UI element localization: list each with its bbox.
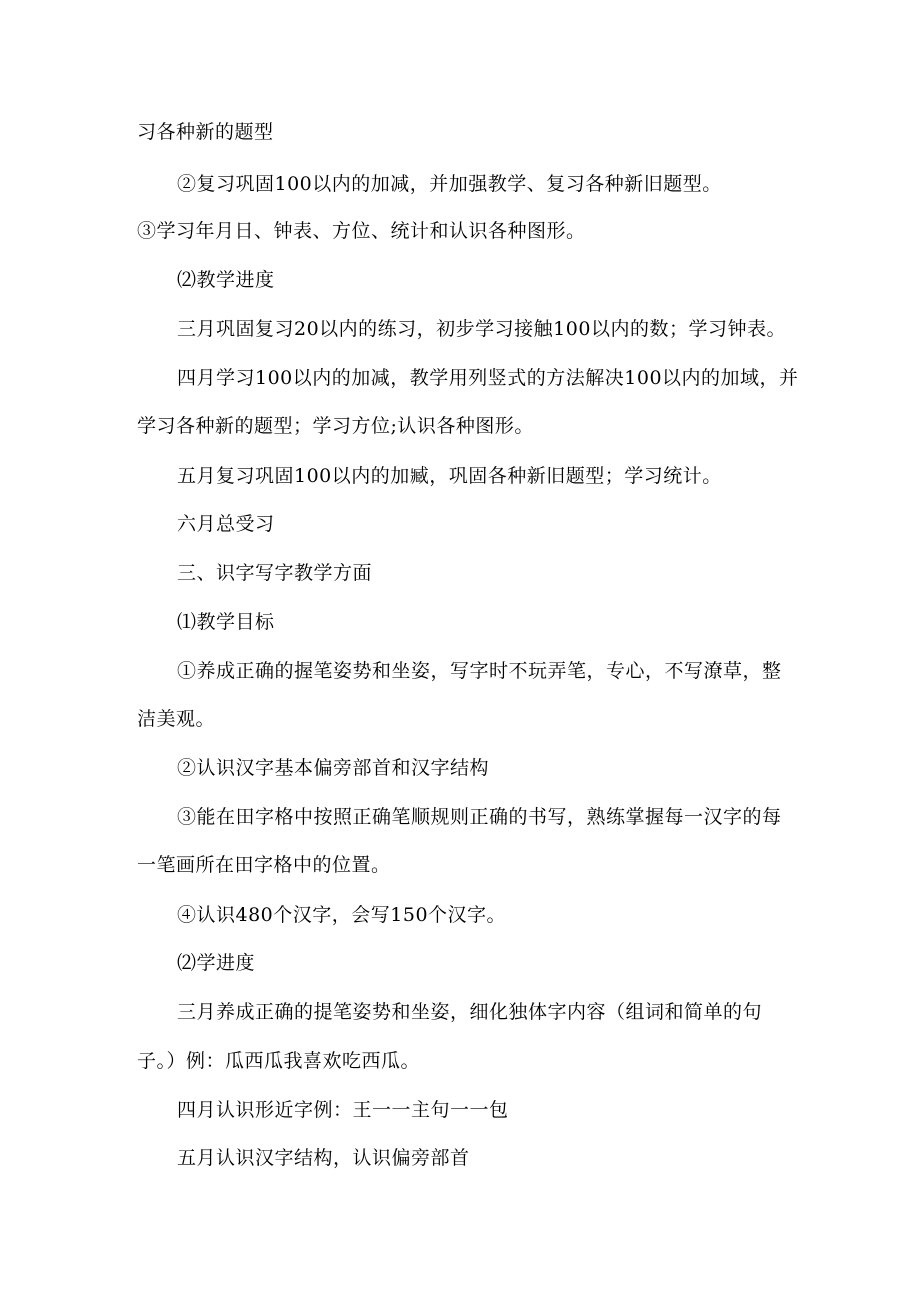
text-line: 三月巩固复习20以内的练习，初步学习接触100以内的数；学习钟表。 <box>177 318 786 340</box>
text-line: 一笔画所在田字格中的位置。 <box>137 854 391 876</box>
text-line: 习各种新的题型 <box>137 121 274 143</box>
text-line: 洁美观。 <box>137 708 216 730</box>
text-line: 五月复习巩固100以内的加臧，巩固各种新旧题型；学习统计。 <box>177 465 722 487</box>
text-line: 四月学习100以内的加减，教学用列竖式的方法解决100以内的加域，并 <box>177 367 799 389</box>
text-line: 四月认识形近字例：王一一主句一一包 <box>177 1099 509 1121</box>
text-line: 六月总受习 <box>177 513 275 535</box>
text-line: 学习各种新的题型；学习方位;认识各种图形。 <box>137 415 534 437</box>
text-line: ②认识汉字基本偏旁部首和汉字结构 <box>177 757 490 779</box>
text-line: 三、识字写字教学方面 <box>177 562 373 584</box>
text-line: 五月认识汉字结构，认识偏旁部首 <box>177 1147 470 1169</box>
text-line: ④认识480个汉字，会写150个汉字。 <box>177 904 507 926</box>
text-line: 子。）例：瓜西瓜我喜欢吃西瓜。 <box>137 1050 421 1072</box>
text-line: 三月养成正确的提笔姿势和坐姿，细化独体字内容（组词和简单的句 <box>177 1001 763 1023</box>
text-line: ⑵学进度 <box>177 952 256 974</box>
text-line: ⑵教学进度 <box>177 269 275 291</box>
text-line: ①养成正确的握笔姿势和坐姿，写字时不玩弄笔，专心，不写潦草，整 <box>177 660 782 682</box>
text-line: ⑴教学目标 <box>177 611 275 633</box>
text-line: ③学习年月日、钟表、方位、统计和认识各种图形。 <box>137 220 586 242</box>
text-line: ③能在田字格中按照正确笔顺规则正确的书写，熟练掌握每一汉字的每 <box>177 806 782 828</box>
text-line: ②复习巩固100以内的加减，并加强教学、复习各种新旧题型。 <box>177 173 722 195</box>
